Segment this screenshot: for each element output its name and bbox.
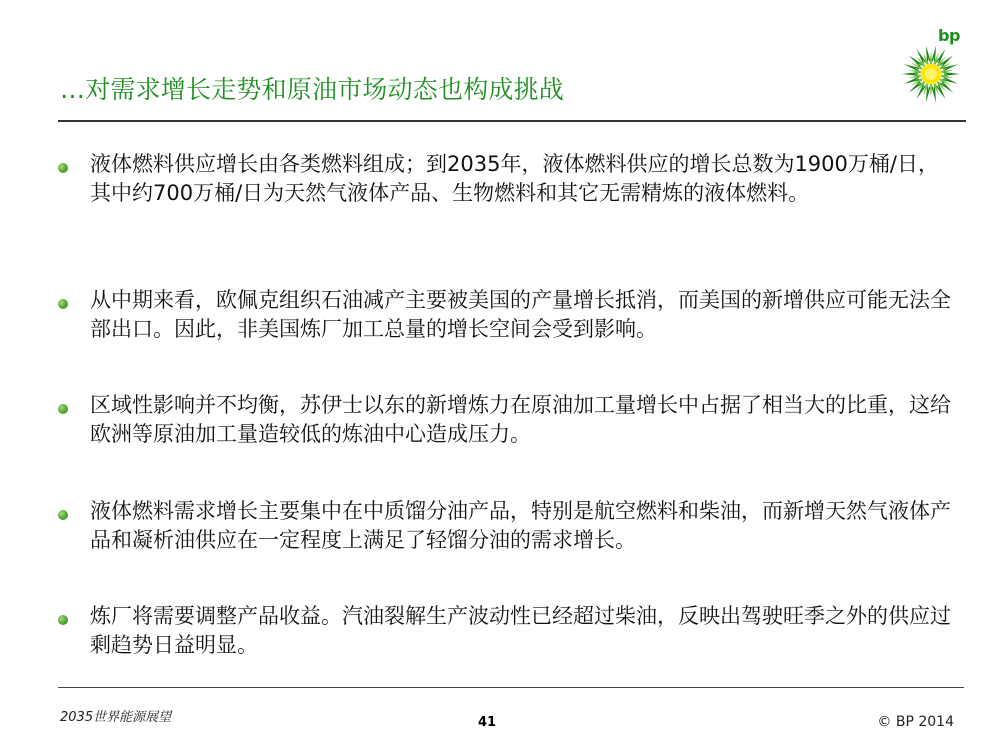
slide-title: …对需求增长走势和原油市场动态也构成挑战 [60,75,565,104]
bullet-icon [58,404,68,414]
bullet-icon [58,510,68,520]
bullet-icon [58,615,68,625]
bullet-icon [58,299,68,309]
bullet-text: 从中期来看，欧佩克组织石油减产主要被美国的产量增长抵消，而美国的新增供应可能无法全部出口。因此，非美国炼厂加工总量的增长空间会受到影响。 [90,288,951,341]
bullet-text: 液体燃料供应增长由各类燃料组成；到2035年，液体燃料供应的增长总数为1900万桶/日，其中约700万桶/日为天然气液体产品、生物燃料和其它无需精炼的液体燃料。 [90,152,939,205]
bullet-icon [58,163,68,173]
helios-petal [930,84,933,97]
helios-core [925,68,937,80]
bp-logo-text: bp [938,26,960,45]
copyright-notice: © BP 2014 [877,714,954,730]
bullet-text: 区域性影响并不均衡，苏伊士以东的新增炼力在原油加工量增长中占据了相当大的比重，这给欧洲等原油加工量造较低的炼油中心造成压力。 [90,393,951,446]
helios-icon [901,44,961,104]
footer-publication-title: 2035世界能源展望 [60,710,172,725]
footer-divider [58,687,964,688]
helios-petal [930,51,933,64]
page-number: 41 [478,715,497,730]
bp-logo [900,26,964,106]
bullet-text: 炼厂将需要调整产品收益。汽油裂解生产波动性已经超过柴油，反映出驾驶旺季之外的供应过剩趋势日益明显。 [90,604,951,657]
title-divider [58,120,966,122]
bullet-text: 液体燃料需求增长主要集中在中质馏分油产品，特别是航空燃料和柴油，而新增天然气液体产品和凝析油供应在一定程度上满足了轻馏分油的需求增长。 [90,499,951,552]
